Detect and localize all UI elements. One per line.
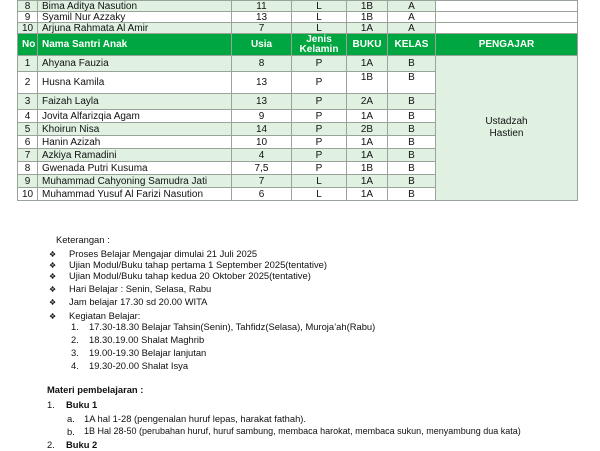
cell-name: Khoirun Nisa [38,123,232,136]
cell-no: 5 [18,123,38,136]
cell-name: Muhammad Cahyoning Samudra Jati [38,175,232,188]
table-header-row [18,34,578,56]
cell-buku: 2A [347,94,388,110]
cell-no: 6 [18,136,38,149]
header-usia: Usia [232,34,292,56]
cell-no: 8 [18,1,38,12]
materi-item: 1B Hal 28-50 (perubahan huruf, huruf sambung, membaca harokat, membaca sukun, menyambung dua kata) [84,426,521,436]
cell-usia: 4 [232,149,292,162]
keterangan-item: Ujian Modul/Buku tahap kedua 20 Oktober 2025(tentative) [69,270,311,281]
cell-kelas: A [388,12,436,23]
keterangan-title: Keterangan : [56,234,110,245]
cell-usia: 7 [232,23,292,34]
student-table [17,0,578,201]
bullet-diamond-icon: ❖ [49,250,57,259]
cell-no: 1 [18,56,38,72]
table-row [18,23,578,34]
kegiatan-number: 2. [71,334,79,345]
header-name: Nama Santri Anak [38,34,232,56]
header-no: No [18,34,38,56]
cell-usia: 7,5 [232,162,292,175]
cell-jenis-kelamin: L [292,12,347,23]
cell-name: Husna Kamila [38,72,232,94]
cell-buku: 1A [347,188,388,201]
kegiatan-item: 17.30-18.30 Belajar Tahsin(Senin), Tahfidz(Selasa), Muroja’ah(Rabu) [89,321,376,332]
cell-jenis-kelamin: L [292,1,347,12]
cell-pengajar [436,23,578,34]
bullet-diamond-icon: ❖ [49,312,57,321]
pengajar-name-line2: Hastien [489,128,524,139]
cell-name: Syamil Nur Azzaky [38,12,232,23]
cell-no: 7 [18,149,38,162]
cell-buku: 1B [347,72,388,94]
cell-no: 10 [18,23,38,34]
cell-name: Arjuna Rahmata Al Amir [38,23,232,34]
header-jk-line2: Kelamin [299,43,339,55]
keterangan-item: Jam belajar 17.30 sd 20.00 WITA [69,296,208,307]
kegiatan-number: 1. [71,321,79,332]
table-row [18,12,578,23]
bullet-diamond-icon: ❖ [49,272,57,281]
cell-kelas: B [388,162,436,175]
cell-buku: 1B [347,12,388,23]
cell-usia: 7 [232,175,292,188]
cell-usia: 13 [232,94,292,110]
cell-usia: 11 [232,1,292,12]
keterangan-item: Ujian Modul/Buku tahap pertama 1 September 2025(tentative) [69,259,327,270]
cell-usia: 6 [232,188,292,201]
cell-name: Ahyana Fauzia [38,56,232,72]
cell-buku: 1B [347,1,388,12]
cell-usia: 10 [232,136,292,149]
cell-jenis-kelamin: P [292,162,347,175]
kegiatan-item: 19.00-19.30 Belajar lanjutan [89,347,207,358]
cell-name: Bima Aditya Nasution [38,1,232,12]
bullet-diamond-icon: ❖ [49,261,57,270]
cell-kelas: B [388,110,436,123]
materi-title: Materi pembelajaran : [47,384,144,395]
cell-no: 2 [18,72,38,94]
cell-jenis-kelamin: P [292,94,347,110]
kegiatan-item: 19.30-20.00 Shalat Isya [89,360,189,371]
cell-no: 8 [18,162,38,175]
cell-name: Gwenada Putri Kusuma [38,162,232,175]
cell-buku: 2B [347,123,388,136]
cell-buku: 1A [347,110,388,123]
header-buku: BUKU [347,34,388,56]
cell-buku: 1A [347,149,388,162]
cell-jenis-kelamin: P [292,123,347,136]
cell-jenis-kelamin: P [292,136,347,149]
bullet-diamond-icon: ❖ [49,285,57,294]
cell-name: Jovita Alfarizqia Agam [38,110,232,123]
cell-name: Hanin Azizah [38,136,232,149]
cell-no: 4 [18,110,38,123]
cell-name: Faizah Layla [38,94,232,110]
cell-buku: 1A [347,23,388,34]
cell-jenis-kelamin: L [292,188,347,201]
cell-pengajar [436,1,578,12]
cell-kelas: B [388,188,436,201]
materi-book-title: Buku 2 [66,439,98,450]
header-kelas: KELAS [388,34,436,56]
cell-jenis-kelamin: P [292,149,347,162]
cell-pengajar [436,12,578,23]
materi-letter: b. [67,426,75,437]
cell-no: 3 [18,94,38,110]
pengajar-cell [436,56,578,201]
materi-number: 1. [47,399,55,410]
cell-usia: 13 [232,72,292,94]
kegiatan-number: 4. [71,360,79,371]
cell-kelas: B [388,136,436,149]
cell-name: Azkiya Ramadini [38,149,232,162]
cell-kelas: B [388,123,436,136]
cell-kelas: B [388,94,436,110]
cell-buku: 1A [347,136,388,149]
cell-jenis-kelamin: P [292,56,347,72]
keterangan-item: Proses Belajar Mengajar dimulai 21 Juli 2025 [69,248,258,259]
cell-usia: 13 [232,12,292,23]
student-table-area [17,0,578,201]
cell-name: Muhammad Yusuf Al Farizi Nasution [38,188,232,201]
keterangan-item: Kegiatan Belajar: [69,310,141,321]
cell-kelas: B [388,56,436,72]
cell-no: 9 [18,12,38,23]
pengajar-name-line1: Ustadzah [485,116,528,127]
cell-buku: 1A [347,175,388,188]
cell-kelas: B [388,72,436,94]
cell-jenis-kelamin: P [292,110,347,123]
cell-kelas: B [388,175,436,188]
materi-book-title: Buku 1 [66,399,98,410]
cell-jenis-kelamin: L [292,175,347,188]
cell-buku: 1A [347,56,388,72]
bullet-diamond-icon: ❖ [49,298,57,307]
materi-number: 2. [47,439,55,450]
header-jk-line1: Jenis [306,33,332,45]
keterangan-item: Hari Belajar : Senin, Selasa, Rabu [69,283,212,294]
cell-usia: 14 [232,123,292,136]
table-row [18,1,578,12]
cell-no: 9 [18,175,38,188]
cell-usia: 8 [232,56,292,72]
cell-no: 10 [18,188,38,201]
cell-kelas: B [388,149,436,162]
cell-usia: 9 [232,110,292,123]
materi-letter: a. [67,413,75,424]
kegiatan-item: 18.30.19.00 Shalat Maghrib [89,334,205,345]
header-jenis-kelamin [292,34,347,56]
cell-jenis-kelamin: L [292,23,347,34]
cell-kelas: A [388,1,436,12]
materi-item: 1A hal 1-28 (pengenalan huruf lepas, harakat fathah). [84,413,307,424]
cell-buku: 1B [347,162,388,175]
kegiatan-number: 3. [71,347,79,358]
table-row [18,56,578,72]
cell-kelas: A [388,23,436,34]
header-pengajar: PENGAJAR [436,34,578,56]
cell-jenis-kelamin: P [292,72,347,94]
